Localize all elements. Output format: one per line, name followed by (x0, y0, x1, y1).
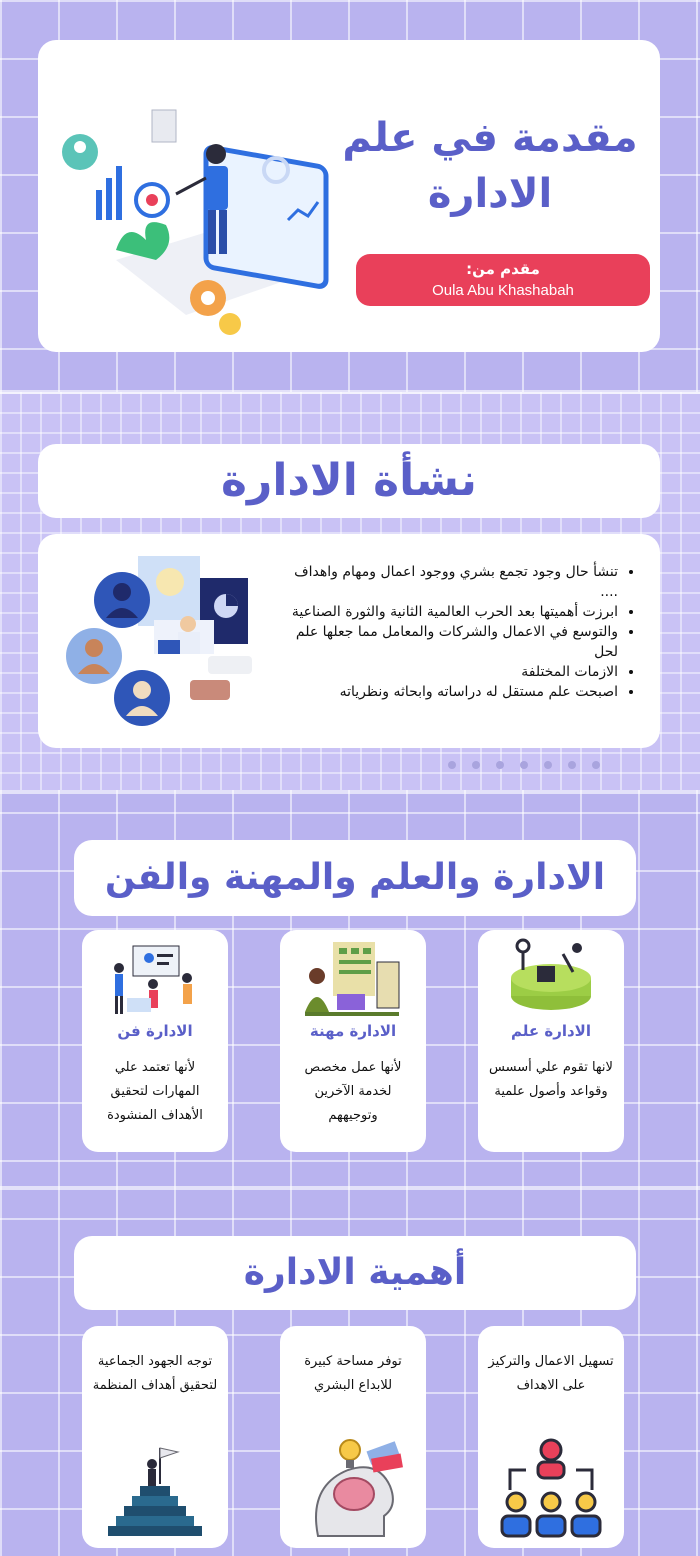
importance-title-card (74, 1236, 636, 1310)
origin-bullet-list (288, 562, 634, 702)
section-divider (0, 390, 700, 394)
importance-card-collective (82, 1326, 228, 1548)
management-art-card (82, 930, 228, 1152)
management-science-card (478, 930, 624, 1152)
presenter-name: Oula Abu Khashabah (432, 282, 574, 299)
card-text: تسهيل الاعمال والتركيز على الاهداف (488, 1354, 614, 1393)
list-item: • الازمات المختلفة (288, 662, 618, 682)
decorative-dots (446, 758, 606, 772)
card-text: لأنها عمل مخصص لخدمة الآخرين وتوجيههم (304, 1060, 402, 1123)
creative-brain-icon (298, 1436, 408, 1540)
origin-title-card (38, 444, 660, 518)
presenter-badge (356, 254, 650, 306)
card-heading: الادارة علم (511, 1022, 591, 1040)
card-text: توفر مساحة كبيرة للابداع البشري (304, 1354, 402, 1393)
list-item: • تنشأ حال وجود تجمع بشري ووجود اعمال ومهام واهداف .... (288, 562, 618, 602)
origin-title: نشأة الادارة (221, 455, 477, 506)
section-divider (0, 1186, 700, 1190)
importance-card-focus (478, 1326, 624, 1548)
presenter-label: مقدم من: (466, 260, 540, 278)
team-leader-icon (496, 1436, 606, 1540)
science-title: الادارة والعلم والمهنة والفن (104, 857, 606, 898)
list-item: • اصبحت علم مستقل له دراساته وابحاثه ونظرياته (288, 682, 618, 702)
page-title: مقدمة في علم الادارة (342, 115, 638, 217)
card-text: لأنها تعتمد علي المهارات لتحقيق الأهداف المنشودة (107, 1060, 203, 1123)
card-text: توجه الجهود الجماعية لتحقيق أهداف المنظمة (92, 1354, 218, 1393)
management-profession-card (280, 930, 426, 1152)
card-heading: الادارة مهنة (309, 1022, 397, 1040)
importance-card-creativity (280, 1326, 426, 1548)
science-illustration (501, 938, 601, 1018)
team-meeting-illustration (58, 552, 258, 732)
presentation-illustration (56, 70, 356, 340)
profession-illustration (303, 938, 403, 1018)
list-item: • ابرزت أهميتها بعد الحرب العالمية الثانية والثورة الصناعية (288, 602, 618, 622)
importance-title: أهمية الادارة (243, 1252, 467, 1293)
science-title-card (74, 840, 636, 916)
art-illustration (105, 938, 205, 1018)
section-divider (0, 790, 700, 794)
origin-content-card (38, 534, 660, 748)
card-text: لانها تقوم علي أسسس وقواعد وأصول علمية (489, 1060, 613, 1099)
card-heading: الادارة فن (117, 1022, 193, 1040)
hero-card (38, 40, 660, 352)
goal-pyramid-icon (100, 1436, 210, 1540)
list-item: • والتوسع في الاعمال والشركات والمعامل مما جعلها علم لحل (288, 622, 618, 662)
